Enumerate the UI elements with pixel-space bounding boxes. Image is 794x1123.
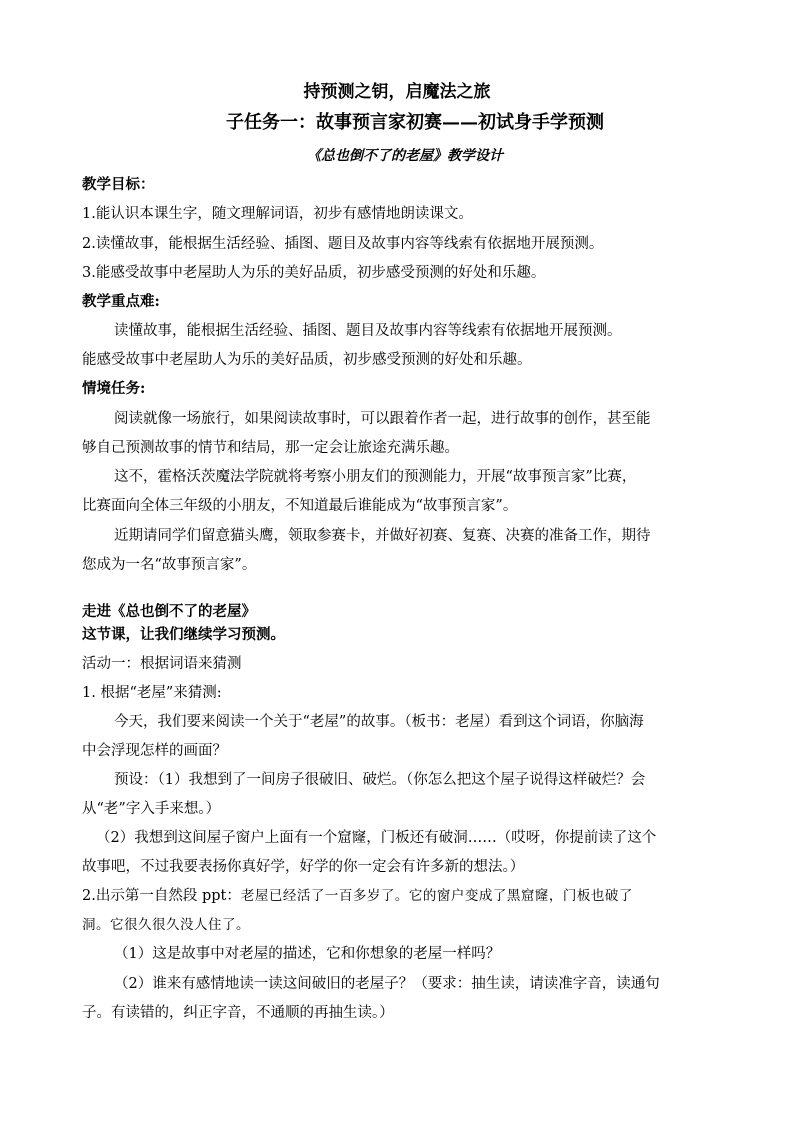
quoted-text: 洞。它很久很久没人住了。 (82, 917, 250, 933)
preset-text: 预设：（1）我想到了一间房子很破旧、破烂。（你怎么把这个屋子说得这样破烂？会 (114, 772, 646, 788)
situation-paragraph: 阅读就像一场旅行，如果阅读故事时，可以跟着作者一起，进行故事的创作，甚至能 (114, 411, 651, 427)
quoted-text: 老屋已经活了一百多岁了。它的窗户变成了黑窟窿，门板也破了 (240, 888, 633, 904)
preset-text: 故事吧，不过我要表扬你真好学，好学的你一定会有许多新的想法。） (82, 859, 525, 875)
design-title: 《总也倒不了的老屋》教学设计 (307, 148, 503, 164)
question-text: （2）谁来有感情地读一读这间破旧的老屋子？（要求：抽生读，请读准字音，读通句 (114, 976, 660, 992)
key-points-heading: 教学重点难: (82, 293, 160, 310)
situation-heading: 情境任务: (82, 380, 146, 397)
step2-prefix: 2.出示第一自然段 ppt： (82, 888, 241, 904)
preset-text: （2）我想到这间屋子窗户上面有一个窟窿，门板还有破洞……（哎呀，你提前读了这个 (96, 830, 657, 846)
page-title: 持预测之钥，启魔法之旅 (303, 82, 491, 102)
situation-paragraph: 够自己预测故事的情节和结局，那一定会让旅途充满乐趣。 (82, 440, 459, 456)
activity-heading: 活动一：根据词语来猜测 (82, 656, 242, 672)
preset-text: 从“老”字入手来想。） (82, 801, 221, 817)
subtitle: 子任务一：故事预言家初赛——初试身手学预测 (226, 112, 604, 133)
question-text: （1）这是故事中对老屋的描述，它和你想象的老屋一样吗？ (114, 946, 501, 962)
step-text: 中会浮现怎样的画面？ (82, 743, 227, 759)
step-heading (82, 886, 633, 906)
situation-paragraph: 这不，霍格沃茨魔法学院就将考察小朋友们的预测能力，开展“故事预言家”比赛， (114, 469, 637, 485)
key-point-text: 读懂故事，能根据生活经验、插图、题目及故事内容等线索有依据地开展预测。 (114, 323, 622, 339)
situation-paragraph: 比赛面向全体三年级的小朋友，不知道最后谁能成为“故事预言家”。 (82, 498, 518, 514)
step-text: 今天，我们要来阅读一个关于“老屋”的故事。（板书：老屋）看到这个词语，你脑海 (114, 714, 644, 730)
step-heading: 1. 根据“老屋”来猜测: (82, 685, 222, 701)
situation-paragraph: 您成为一名“故事预言家”。 (82, 557, 257, 573)
goal-item: 3.能感受故事中老屋助人为乐的美好品质，初步感受预测的好处和乐趣。 (82, 265, 546, 281)
situation-paragraph: 近期请同学们留意猫头鹰，领取参赛卡，并做好初赛、复赛、决赛的准备工作，期待 (114, 528, 651, 544)
key-point-text: 能感受故事中老屋助人为乐的美好品质，初步感受预测的好处和乐趣。 (82, 352, 532, 368)
question-text: 子。有读错的，纠正字音，不通顺的再抽生读。） (82, 1005, 394, 1021)
section-heading: 走进《总也倒不了的老屋》 (82, 603, 256, 620)
goal-item: 2.读懂故事，能根据生活经验、插图、题目及故事内容等线索有依据地开展预测。 (82, 236, 604, 252)
goal-item: 1.能认识本课生字，随文理解词语，初步有感情地朗读课文。 (82, 206, 473, 222)
goals-heading: 教学目标： (82, 176, 155, 193)
section-intro: 这节课，让我们继续学习预测。 (82, 626, 285, 643)
